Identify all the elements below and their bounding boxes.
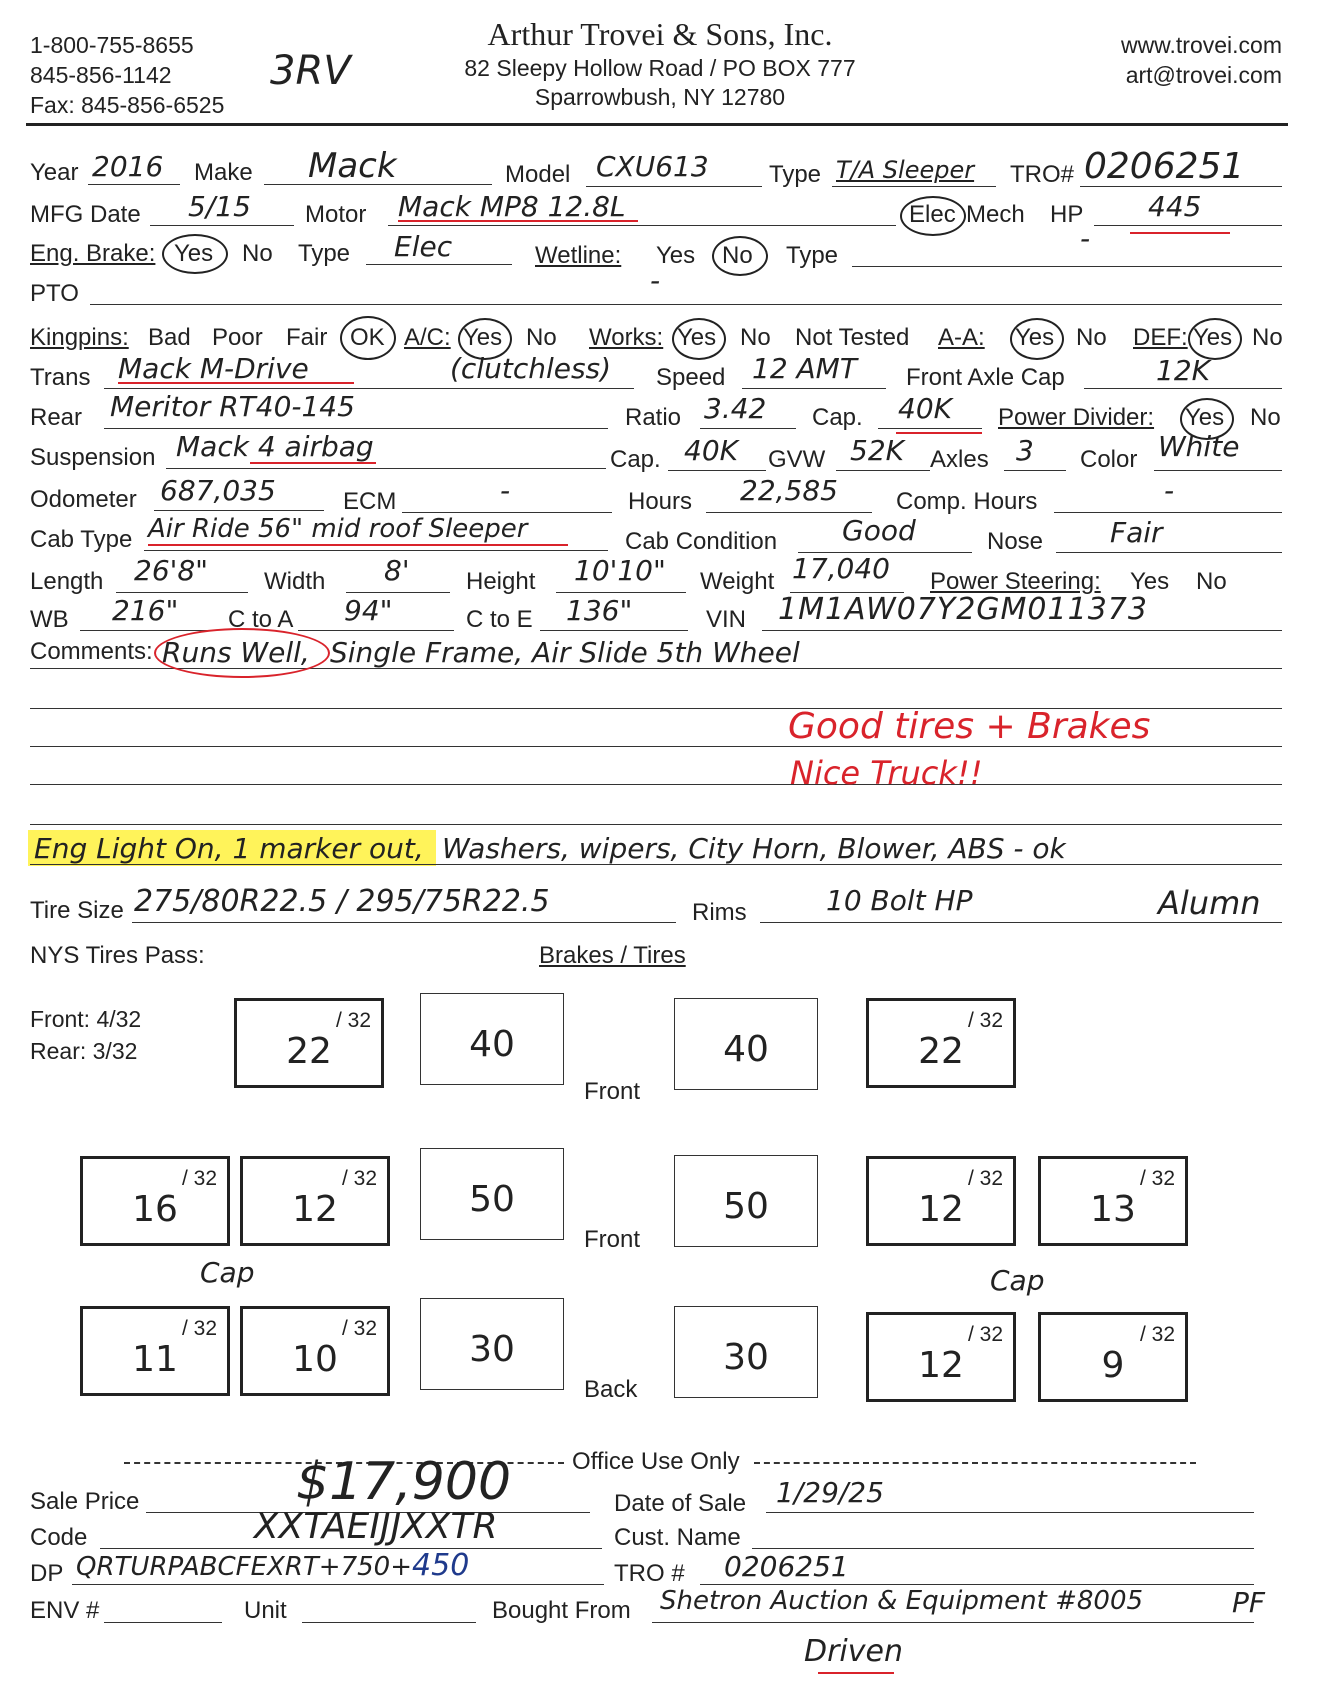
tread-depth: 22 xyxy=(918,1031,964,1072)
ac-no[interactable]: No xyxy=(526,324,557,351)
power-divider-label: Power Divider: xyxy=(998,404,1155,431)
eng-brake-type-label: Type xyxy=(298,240,351,267)
suspension-value[interactable]: Mack 4 airbag xyxy=(176,430,374,463)
front-axle-cap-line xyxy=(1084,388,1282,389)
c-to-e-label: C to E xyxy=(466,606,533,633)
cab-condition-label: Cab Condition xyxy=(625,528,778,555)
hp-dash-value: - xyxy=(1080,222,1091,255)
web-contact xyxy=(1121,30,1282,90)
mfg-date-value[interactable]: 5/15 xyxy=(188,190,251,223)
c-to-a-line xyxy=(298,630,454,631)
nose-label: Nose xyxy=(987,528,1044,555)
model-label: Model xyxy=(505,161,571,188)
tire-size-value[interactable]: 275/80R22.5 / 295/75R22.5 xyxy=(134,884,550,919)
brake-percent: 30 xyxy=(469,1329,515,1370)
env-label: ENV # xyxy=(30,1597,100,1624)
tire-mid-right-inner[interactable] xyxy=(866,1156,1016,1246)
motor-line xyxy=(388,225,896,226)
cust-name-label: Cust. Name xyxy=(614,1524,741,1551)
comments-label: Comments: xyxy=(30,638,153,665)
rear-label: Rear xyxy=(30,404,83,431)
trans-label: Trans xyxy=(30,364,91,391)
pto-label: PTO xyxy=(30,280,79,307)
dp-code: QRTURPABCFEXRT+750+ xyxy=(76,1552,413,1582)
width-line xyxy=(346,592,450,593)
hp-line xyxy=(1094,225,1282,226)
susp-cap-label: Cap. xyxy=(610,446,661,473)
date-of-sale-label: Date of Sale xyxy=(614,1490,747,1517)
comp-hours-line xyxy=(1054,512,1282,513)
header-divider xyxy=(26,123,1288,126)
tire-mid-right-outer[interactable] xyxy=(1038,1156,1188,1246)
denominator: / 32 xyxy=(967,1009,1003,1032)
wetline-yes[interactable]: Yes xyxy=(656,242,696,269)
elec-label[interactable]: Elec xyxy=(909,201,956,228)
tire-front-right[interactable] xyxy=(866,998,1016,1088)
office-use-title: Office Use Only xyxy=(572,1448,740,1475)
vin-line xyxy=(762,630,1282,631)
brake-percent: 40 xyxy=(469,1024,515,1065)
speed-value[interactable]: 12 AMT xyxy=(752,352,857,385)
power-steering-yes[interactable]: Yes xyxy=(1130,568,1170,595)
wb-label: WB xyxy=(30,606,69,633)
height-value[interactable]: 10'10" xyxy=(574,554,666,587)
trans-note[interactable]: (clutchless) xyxy=(450,352,612,385)
axle-label-back: Back xyxy=(584,1376,638,1403)
hours-line xyxy=(706,512,872,513)
trans-value[interactable]: Mack M-Drive xyxy=(118,352,309,385)
env-line xyxy=(104,1622,222,1623)
odometer-value[interactable]: 687,035 xyxy=(160,474,276,507)
dp-value[interactable] xyxy=(76,1548,469,1583)
tro-value[interactable]: 0206251 xyxy=(1084,146,1245,187)
kingpins-ok[interactable]: OK xyxy=(350,324,385,351)
eng-brake-label: Eng. Brake: xyxy=(30,240,156,267)
comments-line-4 xyxy=(30,784,1282,785)
tread-depth: 10 xyxy=(292,1339,338,1380)
works-yes[interactable]: Yes xyxy=(677,324,717,351)
bought-from-line xyxy=(652,1622,1254,1623)
tro2-value[interactable]: 0206251 xyxy=(724,1550,849,1583)
bought-from-label: Bought From xyxy=(492,1597,631,1624)
vin-label: VIN xyxy=(706,606,747,633)
red-note-nice-truck: Nice Truck!! xyxy=(790,754,983,792)
unit-line xyxy=(302,1622,476,1623)
color-line xyxy=(1154,470,1282,471)
bought-from-suffix: PF xyxy=(1232,1586,1265,1619)
driven-note: Driven xyxy=(804,1634,903,1669)
hp-label: HP xyxy=(1050,201,1084,228)
dp-amount: 450 xyxy=(412,1548,470,1583)
speed-line xyxy=(742,388,886,389)
wb-value[interactable]: 216" xyxy=(112,594,179,627)
gvw-label: GVW xyxy=(768,446,826,473)
brake-percent: 40 xyxy=(723,1029,769,1070)
make-label: Make xyxy=(194,159,253,186)
weight-value[interactable]: 17,040 xyxy=(792,552,890,585)
denominator: / 32 xyxy=(967,1167,1003,1190)
brakes-tires-title: Brakes / Tires xyxy=(539,942,686,969)
front-requirement: Front: 4/32 xyxy=(30,1006,142,1032)
brake-back-right[interactable] xyxy=(674,1306,818,1398)
trans-red-underline xyxy=(118,382,354,384)
comments-circled[interactable]: Runs Well, xyxy=(162,636,310,669)
red-note-tires-brakes: Good tires + Brakes xyxy=(788,706,1151,747)
c-to-a-label: C to A xyxy=(228,606,294,633)
brake-back-left[interactable] xyxy=(420,1298,564,1390)
code-label: Code xyxy=(30,1524,88,1551)
rims-label: Rims xyxy=(692,899,747,926)
kingpins-fair[interactable]: Fair xyxy=(286,324,328,351)
code-value[interactable]: XXTAEIJJXXTR xyxy=(254,1506,498,1547)
length-label: Length xyxy=(30,568,104,595)
denominator: / 32 xyxy=(181,1317,217,1340)
brake-mid-right[interactable] xyxy=(674,1155,818,1247)
tire-back-left-outer[interactable] xyxy=(80,1306,230,1396)
motor-label: Motor xyxy=(305,201,367,228)
brake-front-left[interactable] xyxy=(420,993,564,1085)
rear-value[interactable]: Meritor RT40-145 xyxy=(110,390,355,423)
suspension-label: Suspension xyxy=(30,444,156,471)
cap-note-right: Cap xyxy=(990,1264,1045,1297)
driven-red-underline xyxy=(818,1672,894,1674)
tire-back-right-inner[interactable] xyxy=(866,1312,1016,1402)
rims-line xyxy=(760,922,1282,923)
bought-from-value[interactable]: Shetron Auction & Equipment #8005 xyxy=(660,1586,1144,1616)
tread-depth: 9 xyxy=(1101,1345,1125,1386)
ratio-line xyxy=(700,428,796,429)
rear-requirement: Rear: 3/32 xyxy=(30,1038,138,1064)
brake-percent: 30 xyxy=(723,1337,769,1378)
mfg-date-label: MFG Date xyxy=(30,201,141,228)
tire-size-label: Tire Size xyxy=(30,897,124,924)
kingpins-bad[interactable]: Bad xyxy=(148,324,191,351)
sale-price-value[interactable]: $17,900 xyxy=(296,1452,512,1512)
rear-cap-value[interactable]: 40K xyxy=(898,392,952,425)
aa-yes[interactable]: Yes xyxy=(1015,324,1055,351)
year-value[interactable]: 2016 xyxy=(92,150,164,183)
brake-front-right[interactable] xyxy=(674,998,818,1090)
inspection-line xyxy=(30,864,1282,865)
tread-depth: 12 xyxy=(918,1189,964,1230)
eng-brake-no[interactable]: No xyxy=(242,240,273,267)
tread-depth: 22 xyxy=(286,1031,332,1072)
speed-label: Speed xyxy=(656,364,726,391)
cab-type-value[interactable]: Air Ride 56" mid roof Sleeper xyxy=(148,514,528,544)
sale-price-label: Sale Price xyxy=(30,1488,140,1515)
date-of-sale-line xyxy=(766,1512,1254,1513)
denominator: / 32 xyxy=(181,1167,217,1190)
tire-front-left[interactable] xyxy=(234,998,384,1088)
denominator: / 32 xyxy=(967,1323,1003,1346)
trans-line xyxy=(104,388,634,389)
comments-rest[interactable]: Single Frame, Air Slide 5th Wheel xyxy=(330,636,800,669)
office-divider-right xyxy=(754,1462,1196,1464)
hp-red-underline xyxy=(1130,232,1230,234)
make-value[interactable]: Mack xyxy=(308,146,397,186)
comp-hours-label: Comp. Hours xyxy=(896,488,1038,515)
works-not-tested[interactable]: Not Tested xyxy=(795,324,910,351)
pto-value[interactable]: - xyxy=(650,264,661,297)
tire-size-line xyxy=(132,922,676,923)
comments-line-5 xyxy=(30,824,1282,825)
wb-line xyxy=(80,630,208,631)
axles-line xyxy=(1004,470,1066,471)
rims-material[interactable]: Alumn xyxy=(1158,884,1261,922)
odometer-label: Odometer xyxy=(30,486,137,513)
ecm-label: ECM xyxy=(343,488,397,515)
width-label: Width xyxy=(264,568,326,595)
model-line xyxy=(586,186,762,187)
phone-fax: Fax: 845-856-6525 xyxy=(30,92,225,118)
tread-depth: 16 xyxy=(132,1189,178,1230)
tro2-line xyxy=(700,1584,1254,1585)
mfg-date-line xyxy=(150,225,294,226)
gvw-line xyxy=(836,470,930,471)
pto-line xyxy=(90,304,1282,305)
cab-type-label: Cab Type xyxy=(30,526,133,553)
cab-type-line xyxy=(144,550,608,551)
tread-depth: 13 xyxy=(1090,1189,1136,1230)
rear-cap-line xyxy=(878,428,982,429)
suspension-line xyxy=(166,468,606,469)
ratio-value[interactable]: 3.42 xyxy=(704,392,767,425)
denominator: / 32 xyxy=(341,1167,377,1190)
power-divider-yes[interactable]: Yes xyxy=(1185,404,1225,431)
hours-label: Hours xyxy=(628,488,693,515)
aa-no[interactable]: No xyxy=(1076,324,1107,351)
length-value[interactable]: 26'8" xyxy=(134,554,209,587)
hours-value[interactable]: 22,585 xyxy=(740,474,838,507)
power-steering-label: Power Steering: xyxy=(930,568,1101,595)
kingpins-label: Kingpins: xyxy=(30,324,129,351)
odometer-line xyxy=(154,510,324,511)
rear-cap-red-underline xyxy=(896,432,982,434)
tread-depth: 11 xyxy=(132,1339,178,1380)
inspection-note[interactable]: Washers, wipers, City Horn, Blower, ABS - ok xyxy=(442,832,1066,865)
cab-type-red-underline xyxy=(148,544,568,546)
mech-label[interactable]: Mech xyxy=(966,201,1025,228)
works-no[interactable]: No xyxy=(740,324,771,351)
company-name: Arthur Trovei & Sons, Inc. xyxy=(487,16,833,52)
power-divider-no[interactable]: No xyxy=(1250,404,1281,431)
tro-label: TRO# xyxy=(1010,161,1075,188)
kingpins-poor[interactable]: Poor xyxy=(212,324,263,351)
motor-value[interactable]: Mack MP8 12.8L xyxy=(398,190,626,223)
ac-yes[interactable]: Yes xyxy=(463,324,503,351)
eng-brake-type-value[interactable]: Elec xyxy=(394,230,453,263)
works-label: Works: xyxy=(589,324,664,351)
motor-red-underline xyxy=(398,220,638,222)
phone-local: 845-856-1142 xyxy=(30,62,172,88)
email-link[interactable]: art@trovei.com xyxy=(1125,62,1282,88)
axles-value[interactable]: 3 xyxy=(1016,434,1034,467)
wetline-no[interactable]: No xyxy=(722,242,753,269)
axle-label-front-1: Front xyxy=(584,1078,641,1105)
axle-label-front-2: Front xyxy=(584,1226,641,1253)
axles-label: Axles xyxy=(930,446,989,473)
length-line xyxy=(116,592,248,593)
type-label: Type xyxy=(769,161,822,188)
front-axle-cap-label: Front Axle Cap xyxy=(906,364,1065,391)
color-label: Color xyxy=(1080,446,1138,473)
year-line xyxy=(88,184,180,185)
phone-tollfree: 1-800-755-8655 xyxy=(30,32,194,58)
ratio-label: Ratio xyxy=(625,404,682,431)
def-yes[interactable]: Yes xyxy=(1193,324,1233,351)
susp-cap-value[interactable]: 40K xyxy=(684,434,738,467)
year-label: Year xyxy=(30,159,79,186)
brake-percent: 50 xyxy=(469,1179,515,1220)
susp-cap-line xyxy=(668,470,766,471)
type-line xyxy=(832,186,996,187)
website-link[interactable]: www.trovei.com xyxy=(1120,32,1282,58)
wetline-label: Wetline: xyxy=(535,242,622,269)
eng-brake-type-line xyxy=(366,264,512,265)
hp-value[interactable]: 445 xyxy=(1148,190,1202,223)
dp-label: DP xyxy=(30,1560,64,1587)
tire-mid-left-inner[interactable] xyxy=(240,1156,390,1246)
cab-condition-value[interactable]: Good xyxy=(842,514,916,547)
handwritten-code: 3RV xyxy=(270,48,351,94)
denominator: / 32 xyxy=(341,1317,377,1340)
ecm-line xyxy=(402,512,612,513)
eng-brake-yes[interactable]: Yes xyxy=(174,240,214,267)
wetline-type-line xyxy=(852,266,1282,267)
suspension-red-underline xyxy=(250,462,376,464)
c-to-a-value[interactable]: 94" xyxy=(344,594,393,627)
ac-label: A/C: xyxy=(404,324,451,351)
rims-value[interactable]: 10 Bolt HP xyxy=(826,884,973,917)
tire-mid-left-outer[interactable] xyxy=(80,1156,230,1246)
weight-label: Weight xyxy=(700,568,775,595)
c-to-e-value[interactable]: 136" xyxy=(566,594,633,627)
wetline-type-label: Type xyxy=(786,242,839,269)
tread-depth: 12 xyxy=(292,1189,338,1230)
def-label: DEF: xyxy=(1133,324,1188,351)
model-value[interactable]: CXU613 xyxy=(596,150,709,183)
rear-cap-label: Cap. xyxy=(812,404,863,431)
tire-back-left-inner[interactable] xyxy=(240,1306,390,1396)
highlight-note[interactable]: Eng Light On, 1 marker out, xyxy=(34,832,424,865)
height-label: Height xyxy=(466,568,536,595)
type-value[interactable]: T/A Sleeper xyxy=(836,156,975,184)
front-axle-cap-value[interactable]: 12K xyxy=(1156,354,1210,387)
nose-line xyxy=(1056,552,1282,553)
denominator: / 32 xyxy=(335,1009,371,1032)
date-of-sale-value[interactable]: 1/29/25 xyxy=(776,1476,884,1509)
ecm-value[interactable]: - xyxy=(500,474,511,507)
company-address2: Sparrowbush, NY 12780 xyxy=(534,84,786,110)
color-value[interactable]: White xyxy=(1158,430,1240,463)
dp-line xyxy=(72,1584,604,1585)
unit-label: Unit xyxy=(244,1597,287,1624)
denominator: / 32 xyxy=(1139,1167,1175,1190)
company-block xyxy=(380,16,940,111)
company-address1: 82 Sleepy Hollow Road / PO BOX 777 xyxy=(464,55,856,81)
c-to-e-line xyxy=(540,630,688,631)
power-steering-no[interactable]: No xyxy=(1196,568,1227,595)
gvw-value[interactable]: 52K xyxy=(850,434,904,467)
rear-line xyxy=(104,428,608,429)
tread-depth: 12 xyxy=(918,1345,964,1386)
phone-list xyxy=(30,30,224,120)
nose-value[interactable]: Fair xyxy=(1110,516,1163,549)
denominator: / 32 xyxy=(1139,1323,1175,1346)
brake-mid-left[interactable] xyxy=(420,1148,564,1240)
tro2-label: TRO # xyxy=(614,1560,685,1587)
nys-tires-pass-label: NYS Tires Pass: xyxy=(30,942,205,969)
height-line xyxy=(556,592,686,593)
cap-note-left: Cap xyxy=(200,1256,255,1289)
width-value[interactable]: 8' xyxy=(384,554,410,587)
comp-hours-value[interactable]: - xyxy=(1164,474,1175,507)
brake-percent: 50 xyxy=(723,1186,769,1227)
tire-back-right-outer[interactable] xyxy=(1038,1312,1188,1402)
vin-value[interactable]: 1M1AW07Y2GM011373 xyxy=(778,592,1148,627)
def-no[interactable]: No xyxy=(1252,324,1283,351)
cust-name-line xyxy=(752,1548,1254,1549)
aa-label: A-A: xyxy=(938,324,985,351)
